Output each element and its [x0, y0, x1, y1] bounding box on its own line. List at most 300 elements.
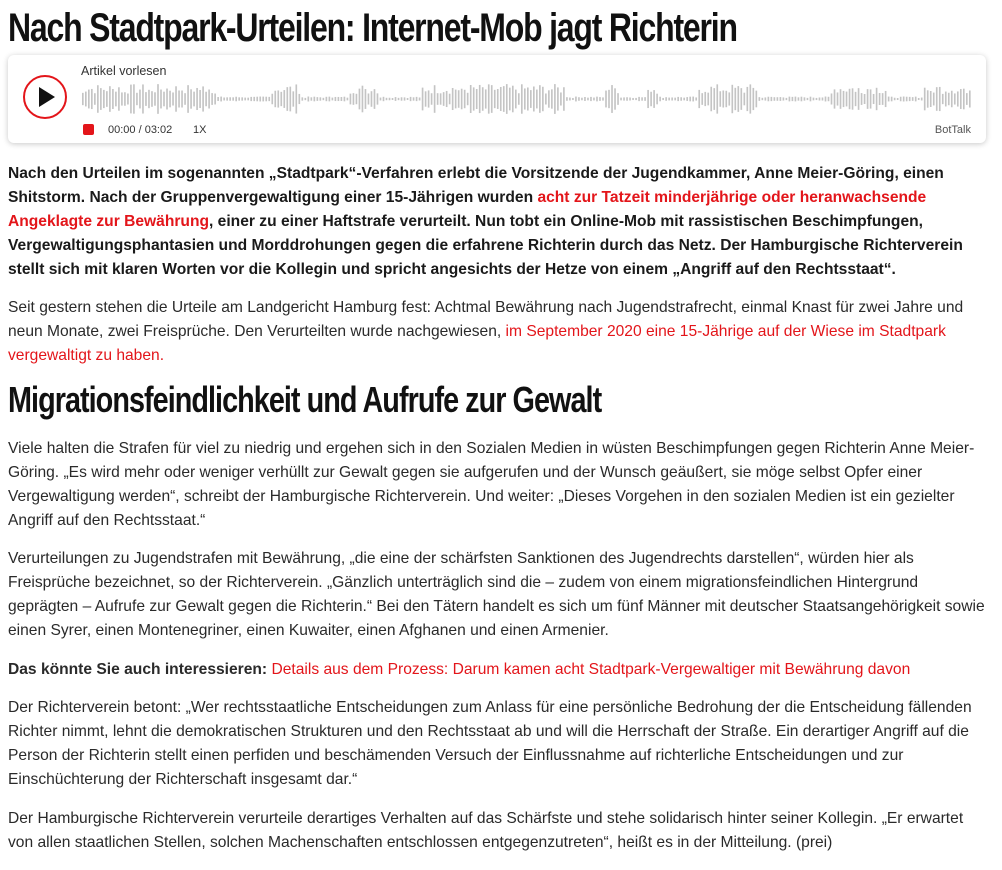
lead-link[interactable]: acht zur Tatzeit minderjährige oder heranwachsende Angeklagte zur Bewährung — [8, 189, 927, 230]
waveform-bar — [344, 97, 346, 102]
waveform-bar — [662, 98, 664, 100]
waveform-bar — [145, 92, 147, 106]
paragraph-1-link[interactable]: im September 2020 eine 15-Jährige auf der Wiese im Stadtpark vergewaltigt zu haben. — [8, 323, 946, 364]
paragraph-1 — [8, 296, 986, 368]
waveform-bar — [828, 97, 830, 101]
waveform-bar — [695, 97, 697, 100]
waveform-bar — [876, 88, 878, 110]
waveform-bar — [515, 90, 517, 109]
waveform-bar — [103, 90, 105, 108]
waveform-bar — [392, 98, 394, 100]
waveform-bar — [271, 94, 273, 104]
waveform-bar — [247, 98, 249, 101]
waveform-bar — [740, 88, 742, 110]
waveform-bar — [323, 98, 325, 100]
waveform-bar — [205, 92, 207, 106]
waveform-bar — [317, 97, 319, 101]
waveform-bar — [728, 92, 730, 105]
waveform-bar — [262, 97, 264, 102]
waveform-bar — [819, 97, 821, 100]
waveform-bar — [951, 91, 953, 108]
waveform-bar — [121, 92, 123, 105]
waveform-bar — [786, 98, 788, 100]
waveform-bar — [332, 98, 334, 101]
waveform-bar — [798, 97, 800, 100]
waveform-bar — [641, 97, 643, 100]
waveform-bar — [810, 97, 812, 102]
waveform-bar — [470, 85, 472, 113]
waveform-bar — [386, 98, 388, 100]
waveform-bar — [813, 98, 815, 101]
waveform-bar — [280, 92, 282, 106]
waveform-bar — [362, 86, 364, 113]
waveform-bar — [737, 86, 739, 112]
waveform-bar — [861, 93, 863, 105]
waveform-bar — [825, 97, 827, 102]
waveform-bar — [816, 98, 818, 100]
waveform-bar — [774, 97, 776, 101]
waveform-bar — [843, 91, 845, 107]
waveform-bar — [268, 97, 270, 101]
paragraph-3: Verurteilungen zu Jugendstrafen mit Bewährung, „die eine der schärfsten Sanktionen des Jugendrechts darstellen“, würden hier als Freisprüche bezeichnet, so der Richterverein. „Gänzlich unterträglich sind die – zudem von einem migrationsfeindlichen Hintergrund geprägten – Aufrufe zur Gewalt gegen die Richterin.“ Bei den Tätern handelt es sich um fünf Männer mit deutscher Staatsangehörigkeit sowie einen Syrer, einen Montenegriner, einen Kuwaiter, einen Afghanen und einen Armenier. — [8, 550, 985, 639]
waveform-bar — [494, 90, 496, 108]
waveform-bar — [713, 88, 715, 110]
waveform-bar — [250, 97, 252, 101]
waveform-bar — [873, 94, 875, 104]
waveform-bar — [166, 89, 168, 110]
waveform-bar — [449, 94, 451, 105]
waveform-bar — [557, 87, 559, 110]
waveform-bar — [689, 97, 691, 102]
waveform-bar — [497, 89, 499, 109]
waveform-bar — [88, 90, 90, 109]
waveform-bar — [277, 90, 279, 107]
waveform-bar — [539, 85, 541, 113]
waveform-bar — [413, 97, 415, 100]
waveform-bar — [629, 98, 631, 101]
waveform-bar — [909, 97, 911, 101]
waveform-bar — [548, 90, 550, 107]
waveform-bar — [837, 92, 839, 105]
waveform-bar — [404, 97, 406, 100]
audio-waveform[interactable] — [82, 83, 972, 115]
waveform-bar — [521, 84, 523, 113]
waveform-bar — [178, 90, 180, 107]
waveform-bar — [954, 93, 956, 104]
waveform-bar — [329, 97, 331, 102]
waveform-bar — [807, 98, 809, 100]
waveform-bar — [175, 86, 177, 111]
waveform-bar — [91, 89, 93, 109]
waveform-bar — [891, 97, 893, 102]
waveform-bar — [578, 97, 580, 101]
audio-player — [8, 55, 986, 143]
waveform-bar — [223, 98, 225, 101]
paragraph-2: Viele halten die Strafen für viel zu niedrig und ergehen sich in den Sozialen Medien in wüsten Beschimpfungen gegen Richterin Anne Meier-Göring. „Es wird mehr oder weniger verhüllt zur Gewalt gegen sie aufgerufen und der Wunsch geäußert, sie möge selbst Opfer einer Vergewaltigung werden“, schreibt der Hamburgische Richterverein. Und weiter: „Dieses Vorgehen in den sozialen Medien ist ein gezielter Angriff auf den Rechtsstaat.“ — [8, 440, 975, 529]
waveform-bar — [894, 98, 896, 101]
waveform-bar — [936, 87, 938, 111]
waveform-bar — [608, 90, 610, 108]
waveform-bar — [365, 89, 367, 109]
waveform-bar — [244, 98, 246, 101]
waveform-bar — [485, 89, 487, 108]
play-icon — [37, 87, 57, 107]
lead-text-1: Nach den Urteilen im sogenannten „Stadtpark“-Verfahren erlebt die Vorsitzende der Jugendkammer, Anne Meier-Göring, einen Shitstorm. Nach der Gruppenvergewaltigung einer 15-Jährigen wurden — [8, 165, 944, 206]
waveform-bar — [377, 93, 379, 104]
waveform-bar — [533, 86, 535, 111]
waveform-bar — [777, 97, 779, 101]
waveform-bar — [82, 93, 84, 105]
waveform-bar — [350, 94, 352, 105]
waveform-bar — [647, 90, 649, 108]
waveform-bar — [783, 97, 785, 100]
waveform-bar — [638, 97, 640, 101]
waveform-bar — [644, 97, 646, 101]
waveform-bar — [575, 97, 577, 102]
waveform-bar — [274, 91, 276, 107]
waveform-bar — [190, 89, 192, 108]
related-link[interactable]: Details aus dem Prozess: Darum kamen acht Stadtpark-Vergewaltiger mit Bewährung davon — [271, 661, 911, 678]
waveform-bar — [380, 98, 382, 101]
paragraph-4: Der Richterverein betont: „Wer rechtsstaatliche Entscheidungen zum Anlass für eine persönliche Bedrohung der die Entscheidung fällenden Richter nimmt, lehnt die demokratischen Strukturen und den Rechtsstaat ab und will die Herrschaft der Straße. Ein derartiger Angriff auf die Person der Richterin stellt einen perfiden und beschämenden Versuch der Einflussnahme auf richterliche Entscheidungen und zur Einschüchterung der Richterschaft insgesamt dar.“ — [8, 699, 972, 788]
waveform-bar — [100, 88, 102, 110]
waveform-bar — [915, 97, 917, 102]
waveform-bar — [199, 90, 201, 108]
playback-speed-button[interactable]: 1X — [193, 124, 207, 136]
waveform-bar — [425, 91, 427, 106]
waveform-bar — [602, 97, 604, 100]
waveform-bar — [966, 93, 968, 105]
waveform-bar — [554, 84, 556, 114]
waveform-bar — [196, 88, 198, 110]
waveform-bar — [422, 88, 424, 111]
waveform-bar — [801, 97, 803, 102]
waveform-bar — [320, 97, 322, 100]
waveform-bar — [524, 88, 526, 109]
waveform-bar — [924, 88, 926, 111]
waveform-bar — [846, 92, 848, 107]
waveform-bar — [187, 85, 189, 113]
player-brand: BotTalk — [934, 124, 971, 136]
waveform-bar — [241, 97, 243, 100]
waveform-bar — [446, 91, 448, 107]
waveform-bar — [572, 98, 574, 100]
waveform-bar — [960, 89, 962, 109]
waveform-bar — [359, 89, 361, 110]
waveform-bar — [623, 97, 625, 100]
waveform-bar — [326, 97, 328, 101]
waveform-bar — [283, 90, 285, 108]
waveform-bar — [488, 84, 490, 113]
waveform-bar — [115, 92, 117, 107]
waveform-bar — [473, 87, 475, 110]
waveform-bar — [476, 89, 478, 109]
waveform-bar — [112, 89, 114, 109]
waveform-bar — [181, 91, 183, 108]
waveform-bar — [226, 97, 228, 100]
waveform-bar — [560, 92, 562, 105]
waveform-bar — [665, 97, 667, 101]
waveform-bar — [139, 90, 141, 109]
waveform-bar — [659, 97, 661, 102]
waveform-bar — [536, 90, 538, 109]
waveform-bar — [542, 87, 544, 111]
waveform-bar — [232, 97, 234, 100]
waveform-bar — [220, 97, 222, 102]
waveform-bar — [942, 94, 944, 104]
waveform-bar — [882, 93, 884, 105]
waveform-bar — [371, 91, 373, 107]
paragraph-1-text: Seit gestern stehen die Urteile am Landgericht Hamburg fest: Achtmal Bewährung nach Jugendstrafrecht, einmal Knast für zwei Jahre und neun Monate, zwei Freisprüche. Den Verurteilten wurde nachgewiesen, — [8, 299, 964, 340]
waveform-bar — [933, 93, 935, 106]
waveform-bar — [289, 87, 291, 112]
waveform-bar — [518, 93, 520, 105]
waveform-bar — [840, 89, 842, 109]
waveform-bar — [596, 97, 598, 102]
waveform-bar — [731, 85, 733, 113]
waveform-bar — [151, 91, 153, 107]
waveform-bar — [217, 97, 219, 101]
waveform-bar — [864, 94, 866, 104]
waveform-bar — [897, 98, 899, 100]
waveform-bar — [353, 93, 355, 105]
waveform-bar — [605, 91, 607, 108]
play-button[interactable] — [23, 75, 67, 119]
waveform-bar — [716, 84, 718, 113]
waveform-bar — [620, 98, 622, 101]
waveform-bar — [743, 93, 745, 106]
waveform-bar — [235, 97, 237, 102]
waveform-bar — [635, 98, 637, 100]
waveform-bar — [957, 91, 959, 106]
waveform-bar — [256, 97, 258, 102]
waveform-bar — [286, 87, 288, 111]
waveform-bar — [431, 93, 433, 105]
waveform-bar — [903, 97, 905, 102]
waveform-bar — [434, 85, 436, 113]
waveform-bar — [124, 92, 126, 106]
waveform-bar — [133, 84, 135, 113]
waveform-bar — [127, 94, 129, 105]
waveform-bar — [292, 91, 294, 106]
waveform-bar — [347, 98, 349, 101]
waveform-bar — [157, 84, 159, 114]
waveform-bar — [410, 97, 412, 101]
waveform-bar — [458, 90, 460, 108]
waveform-bar — [611, 85, 613, 113]
waveform-bar — [193, 92, 195, 107]
waveform-bar — [395, 97, 397, 101]
waveform-bar — [912, 97, 914, 101]
waveform-bar — [85, 92, 87, 107]
waveform-bar — [214, 94, 216, 105]
waveform-bar — [130, 85, 132, 114]
waveform-bar — [265, 97, 267, 102]
waveform-bar — [389, 98, 391, 100]
waveform-bar — [939, 87, 941, 111]
waveform-bar — [771, 97, 773, 101]
waveform-bar — [545, 93, 547, 104]
waveform-bar — [419, 97, 421, 100]
waveform-bar — [734, 88, 736, 110]
waveform-bar — [452, 88, 454, 110]
waveform-bar — [563, 87, 565, 111]
waveform-bar — [822, 97, 824, 100]
waveform-bar — [584, 97, 586, 101]
waveform-bar — [698, 90, 700, 108]
waveform-bar — [668, 98, 670, 101]
waveform-bar — [229, 97, 231, 100]
waveform-bar — [202, 86, 204, 111]
waveform-bar — [338, 97, 340, 101]
related-label: Das könnte Sie auch interessieren: — [8, 661, 268, 678]
waveform-bar — [314, 97, 316, 102]
waveform-bar — [479, 85, 481, 113]
waveform-bar — [879, 93, 881, 105]
waveform-bar — [852, 88, 854, 109]
waveform-bar — [106, 91, 108, 107]
waveform-bar — [184, 93, 186, 105]
waveform-bar — [455, 90, 457, 109]
waveform-bar — [626, 97, 628, 101]
waveform-bar — [710, 87, 712, 111]
waveform-bar — [918, 98, 920, 100]
waveform-bar — [118, 87, 120, 110]
waveform-bar — [467, 93, 469, 105]
waveform-bar — [692, 97, 694, 102]
waveform-bar — [482, 87, 484, 111]
waveform-bar — [750, 84, 752, 113]
waveform-bar — [614, 88, 616, 109]
waveform-bar — [759, 97, 761, 101]
waveform-bar — [506, 84, 508, 114]
waveform-bar — [238, 97, 240, 100]
waveform-bar — [440, 93, 442, 104]
waveform-bar — [719, 91, 721, 107]
waveform-bar — [398, 98, 400, 100]
waveform-bar — [259, 97, 261, 102]
waveform-bar — [593, 98, 595, 101]
waveform-bar — [704, 92, 706, 106]
waveform-bar — [858, 88, 860, 110]
waveform-bar — [792, 97, 794, 101]
waveform-bar — [969, 90, 971, 107]
waveform-bar — [855, 92, 857, 106]
stop-icon[interactable] — [83, 124, 94, 135]
waveform-bar — [945, 92, 947, 107]
waveform-bar — [686, 97, 688, 101]
waveform-bar — [789, 97, 791, 102]
waveform-bar — [308, 97, 310, 102]
waveform-bar — [464, 90, 466, 108]
waveform-bar — [885, 91, 887, 107]
waveform-bar — [500, 87, 502, 111]
waveform-bar — [172, 92, 174, 105]
waveform-bar — [512, 86, 514, 113]
waveform-bar — [407, 98, 409, 100]
waveform-bar — [930, 91, 932, 107]
waveform-bar — [368, 93, 370, 104]
waveform-bar — [831, 93, 833, 104]
article-title: Nach Stadtpark-Urteilen: Internet-Mob jagt Richterin — [8, 6, 737, 50]
waveform-bar — [109, 86, 111, 112]
waveform-bar — [566, 97, 568, 101]
waveform-bar — [746, 87, 748, 111]
waveform-bar — [765, 97, 767, 100]
waveform-bar — [768, 97, 770, 101]
waveform-bar — [305, 98, 307, 100]
waveform-bar — [683, 98, 685, 101]
waveform-bar — [722, 90, 724, 107]
section-heading: Migrationsfeindlichkeit und Aufrufe zur Gewalt — [8, 379, 602, 420]
waveform-bar — [356, 94, 358, 104]
waveform-bar — [587, 98, 589, 101]
waveform-bar — [461, 89, 463, 110]
waveform-bar — [674, 98, 676, 101]
waveform-bar — [428, 90, 430, 107]
waveform-bar — [530, 90, 532, 108]
waveform-bar — [795, 97, 797, 102]
waveform-bar — [97, 85, 99, 113]
waveform-bar — [677, 97, 679, 101]
waveform-bar — [948, 93, 950, 105]
waveform-bar — [437, 93, 439, 105]
waveform-bar — [208, 90, 210, 109]
waveform-bar — [509, 88, 511, 111]
waveform-bar — [416, 97, 418, 101]
waveform-bar — [921, 98, 923, 101]
waveform-bar — [551, 89, 553, 108]
waveform-bar — [154, 92, 156, 105]
waveform-bar — [804, 97, 806, 100]
lead-text-2: , einer zu einer Haftstrafe verurteilt. Nun tobt ein Online-Mob mit rassistischen Beschimpfungen, Vergewaltigungsphantasien und Morddrohungen gegen die erfahrene Richterin durch das Netz. Der Hamburgische Richterverein stellt sich mit klaren Worten vor die Kollegin und spricht angesichts der Hetze von einem „Angriff auf den Rechtsstaat“. — [8, 213, 963, 278]
waveform-bar — [656, 94, 658, 105]
waveform-bar — [163, 92, 165, 107]
waveform-bar — [900, 97, 902, 102]
waveform-bar — [335, 97, 337, 101]
waveform-bar — [671, 97, 673, 100]
waveform-bar — [136, 93, 138, 105]
waveform-bar — [491, 85, 493, 113]
waveform-bar — [527, 87, 529, 110]
waveform-bar — [701, 93, 703, 105]
waveform-bar — [725, 91, 727, 107]
waveform-bar — [867, 89, 869, 109]
waveform-bar — [142, 84, 144, 113]
waveform-bar — [298, 94, 300, 104]
waveform-bar — [211, 93, 213, 105]
waveform-bar — [383, 97, 385, 101]
waveform-bar — [906, 97, 908, 102]
waveform-bar — [341, 97, 343, 101]
waveform-bar — [756, 91, 758, 108]
waveform-bar — [834, 89, 836, 108]
waveform-bar — [617, 93, 619, 105]
playback-time: 00:00 / 03:02 — [108, 124, 173, 136]
waveform-bar — [599, 97, 601, 101]
waveform-bar — [888, 97, 890, 102]
lead-paragraph — [8, 162, 986, 282]
waveform-bar — [301, 97, 303, 100]
waveform-bar — [311, 97, 313, 100]
waveform-bar — [650, 92, 652, 106]
waveform-bar — [169, 91, 171, 108]
player-label: Artikel vorlesen — [81, 64, 167, 78]
waveform-bar — [503, 86, 505, 112]
waveform-bar — [295, 84, 297, 113]
waveform-bar — [253, 97, 255, 101]
paragraph-5: Der Hamburgische Richterverein verurteile derartiges Verhalten auf das Schärfste und stehe solidarisch hinter seiner Kollegin. „Er erwartet von allen staatlichen Stellen, solchen Machenschaften entschlossen entgegenzutreten“, heißt es in der Mitteilung. (prei) — [8, 810, 964, 851]
